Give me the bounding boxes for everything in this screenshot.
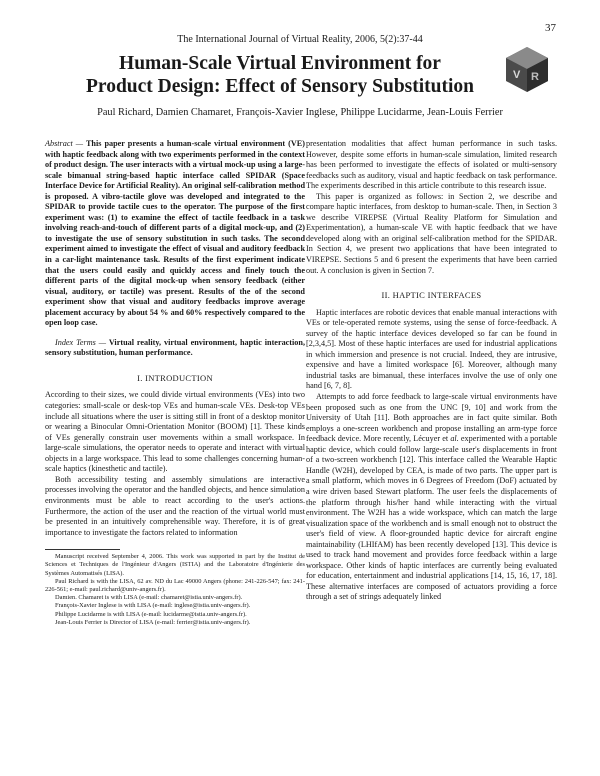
et-al-italic: al. [450,434,459,444]
footnote-chamaret: Damien. Chamaret is with LISA (e-mail: chamaret@istia.univ-angers.fr). [55,594,243,602]
paper-title [40,52,520,98]
haptic-paragraph-1: Haptic interfaces are robotic devices that enable manual interactions with VEs or tele-operated remote systems, using the sense of force-feedback. A survey of the haptic interface devices developed so far can be found in [2,3,4,5]. Most of these haptic interfaces are used for industrial applications in which immersion and presence is not crucial. Indeed, they are intrusive, expensive and have a limited workspace [6]. Moreover, although many industrial tasks are bimanual, these interfaces involve the use of only one hand [6, 7, 8]. [306,307,557,391]
abstract-text: This paper presents a human-scale virtual environment (VE) with haptic feedback along with two experiments performed in the context of product design. The user interacts with a virtual mock-up using a large-scale bimanual string-based haptic interface called SPIDAR (Space Interface Device for Artificial Reality). An original self-calibration method is proposed. A vibro-tactile glove was developed and integrated to the SPIDAR to provide tactile cues to the operator. The purpose of the first experiment was: (1) to examine the effect of tactile feedback in a task involving reach-and-touch of different parts of a digital mock-up, and (2) to investigate the use of sensory substitution in such tasks. The second experiment aimed to investigate the effect of visual and auditory feedback in a car-light maintenance task. Results of the first experiment indicate that the users could easily and quickly access and finely touch the different parts of the digital mock-up when sensory feedback (either visual, auditory, or tactile) was present. Results of the of the second experiment show that visual and auditory feedbacks improve average placement accuracy by about 54 % and 60% respectively compared to the open loop case. [45,139,305,328]
section-heading-haptic-interfaces: II. HAPTIC INTERFACES [381,290,482,301]
author-list: Paul Richard, Damien Chamaret, François-Xavier Inglese, Philippe Lucidarme, Jean-Louis Ferrier [97,107,503,118]
abstract-label: Abstract — [45,139,84,148]
svg-text:R: R [531,71,539,83]
footnote-richard: Paul Richard is with the LISA, 62 av. ND du Lac 49000 Angers (phone: 241-226-547; fax: 241-226-561; e-mail: paul.richard@univ-angers.fr). [45,577,305,593]
footnote-ferrier: Jean-Louis Ferrier is Director of LISA (e-mail: ferrier@istia.univ-angers.fr). [55,618,251,626]
haptic-paragraph-2-part-a: Attempts to add force feedback to large-scale virtual environments have been proposed such as one from the UNC [9, 10] and work from the University of Utah [11]. Both approaches are in fact quite similar. Both employs a one-screen workbench and propose installing an arm-type force feedback device. More recently, Lécuyer et [306,392,557,444]
title-line-2: Product Design: Effect of Sensory Substitution [85,76,475,97]
svg-text:V: V [513,69,521,81]
left-column [45,139,305,627]
intro-paragraph-4: This paper is organized as follows: in Section 2, we describe and compare haptic interfaces, from desktop to human-scale. Then, in Section 3 we describe VIREPSE (Virtual Reality Platform for Simulation and Experimentation), a human-scale VE with haptic feedback that we have developed along with an original self-calibration method for the SPIDAR. In Section 4, we present two applications that have been integrated to VIREPSE. Sections 5 and 6 present the experiments that have been carried out. A conclusion is given in Section 7. [306,191,557,275]
abstract [45,139,305,329]
footnote-received: Manuscript received September 4, 2006. This work was supported in part by the Institut de Sciences et Techniques de l'Ingénieur d'Angers (ISTIA) and the Laboratoire d'Ingénierie des Systèmes Automatisés (LISA). [45,553,305,577]
page-number: 37 [545,22,556,34]
title-line-1: Human-Scale Virtual Environment for [119,53,441,74]
footnote [45,553,305,627]
right-column [306,139,557,603]
intro-paragraph-3: presentation modalities that affect human performance in such tasks. However, despite some efforts in human-scale simulation, limited research has been performed to investigate the effects of isolated or multi-sensory feedbacks such as auditory, visual and haptic feedback on task performance. The experiments described in this article contribute to this research issue. [306,139,557,191]
index-terms [45,338,305,359]
footnote-lucidarme: Philippe Lucidarme is with LISA (e-mail: lucidarme@istia.univ-angers.fr). [55,610,247,618]
section-heading-introduction: I. INTRODUCTION [137,372,213,383]
index-terms-text: Virtual reality, virtual environment, haptic interaction, sensory substitution, human performance. [45,337,306,358]
intro-paragraph-1: According to their sizes, we could divide virtual environments (VEs) into two categories: small-scale or desk-top VEs and human-scale VEs. Desk-top VEs include all situations where the user is sitting still in front of a desktop monitor or wearing a Binocular Omni-Orientation Monitor (BOOM) [1]. These kinds of VEs generally constrain user movements within a small workspace. In large-scale simulations, the operator needs to operate and interact with virtual objects in a large workspace. This lead to some challenges concerning human-scale haptics (kinesthetic and tactile). [45,390,305,474]
haptic-paragraph-2-part-b: experimented with a portable haptic device, which could follow large-scale user's displacements in front of a two-screen workbench [12]. This interface called the Wearable Haptic Handle (W2H), developed by CEA, is made of two parts. The upper part is a small platform, which moves in 6 Degrees of Freedom (DoF) actuated by a wire driven based Stewart platform. The user feels the displacements of the platform through his/her hand while interacting with the virtual environment. The W2H has a wide workspace, which can match the large visualization space of the workbench and is small enough not to obstruct the user's field of view. A floor-grounded haptic device for aircraft engine maintainability (LHIfAM) has been recently developed [13]. This device is used to track hand movement and provides force feedback within a large workspace. Other kinds of haptic interfaces are currently being evaluated for education, entertainment and industrial applications [14, 15, 16, 17, 18]. These alternative interfaces are composed of actuators providing a force through a set of strings adequately linked [306,434,558,602]
ijvr-cube-logo-icon [502,44,552,94]
haptic-paragraph-2 [306,392,557,603]
intro-paragraph-2: Both accessibility testing and assembly simulations are interactive processes involving the operator and the handled objects, and hence simulation environments must be able to react according to the user's actions. Furthermore, the action of the user and the reaction of the virtual world must be presented in an intuitively comprehensible way. Therefore, it is of great importance to investigate the factors related to information [45,474,305,537]
footnote-inglese: François-Xavier Inglese is with LISA (e-mail: inglese@istia.univ-angers.fr). [55,602,251,610]
index-terms-label: Index Terms — [55,337,107,347]
journal-header: The International Journal of Virtual Reality, 2006, 5(2):37-44 [177,34,423,45]
footnote-divider [45,549,120,550]
